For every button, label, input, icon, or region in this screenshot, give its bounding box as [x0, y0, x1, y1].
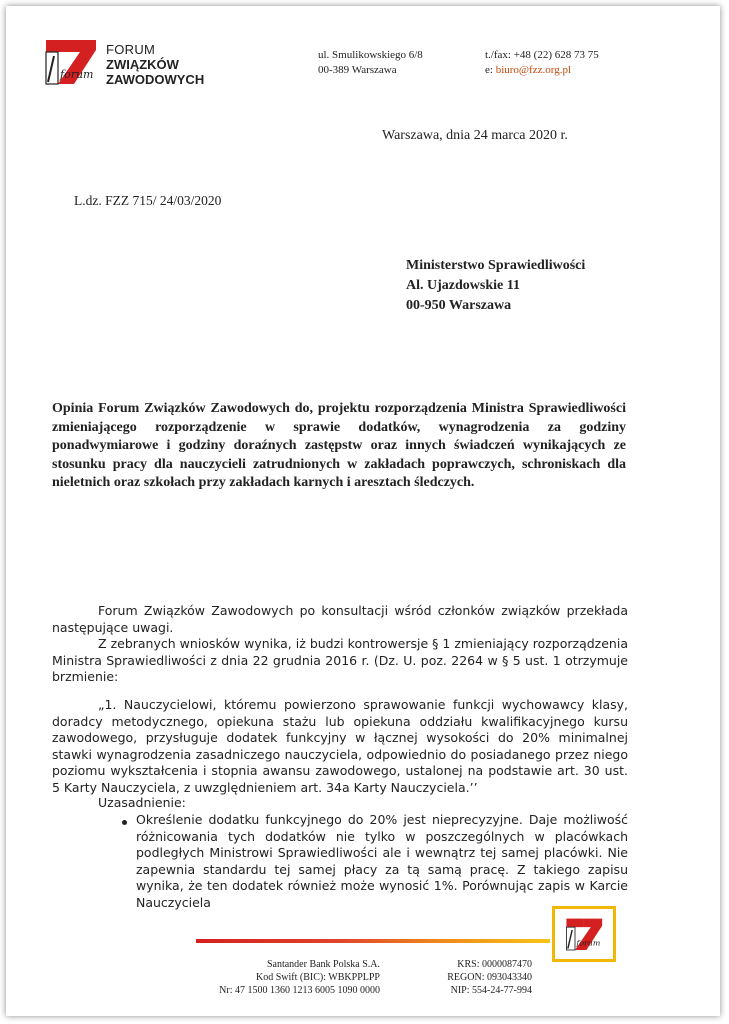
address-city: 00-389 Warszawa: [318, 64, 397, 76]
account-number: Nr: 47 1500 1360 1213 6005 1090 0000: [219, 985, 380, 996]
org-name-line3: ZAWODOWYCH: [106, 72, 205, 87]
phone-fax: t./fax: +48 (22) 628 73 75: [485, 49, 599, 61]
recipient-street: Al. Ujazdowskie 11: [406, 278, 520, 293]
paragraph-controversy: Z zebranych wniosków wynika, iż budzi kontrowersje § 1 zmieniający rozporządzenia Ministra Sprawiedliwości z dnia 22 grudnia 2016 r. (Dz. U. poz. 2264 w § 5 ust. 1 otrzymuje brzmienie:: [52, 636, 628, 684]
bullet-item: Określenie dodatku funkcyjnego do 20% jest nieprecyzyjne. Daje możliwość różnicowania tych dodatków nie tylko w poszczególnych w placówkach podległych Ministrowi Sprawiedliwości ale i wewnątrz tej samej placówki. Nie zapewnia standardu tej samej płacy za tą samą pracę. Z takiego zapisu wynika, że ten dodatek również może wynosić 1%. Porównując zapis w Karcie Nauczyciela: [136, 812, 628, 910]
paragraph-intro: Forum Związków Zawodowych po konsultacji wśród członków związków przekłada następujące uwagi.: [52, 603, 628, 635]
krs-number: KRS: 0000087470: [457, 959, 532, 970]
org-name-line1: FORUM: [106, 42, 156, 57]
regon-number: REGON: 093043340: [447, 972, 532, 983]
header-address: [318, 48, 423, 78]
bank-name: Santander Bank Polska S.A.: [266, 959, 380, 970]
recipient-name: Ministerstwo Sprawiedliwości: [406, 258, 586, 273]
recipient-city: 00-950 Warszawa: [406, 298, 512, 313]
nip-number: NIP: 554-24-77-994: [450, 985, 532, 996]
reference-number: L.dz. FZZ 715/ 24/03/2020: [74, 193, 222, 208]
footer-bank-info: [196, 958, 380, 997]
letter-page: [6, 6, 720, 1016]
email-prefix: e:: [485, 64, 496, 76]
org-name-line2: ZWIĄZKÓW: [106, 57, 179, 72]
organization-name: [106, 42, 204, 87]
bullet-icon: [122, 820, 127, 825]
email-link[interactable]: biuro@fzz.org.pl: [495, 64, 572, 76]
document-title: Opinia Forum Związków Zawodowych do, projektu rozporządzenia Ministra Sprawiedliwości zmieniającego rozporządzenie w sprawie dodatków, wynagrodzenia za godziny ponadwymiarowe i godziny doraźnych zastępstw oraz innych świadczeń wynikających ze stosunku pracy dla nauczycieli zatrudnionych w zakładach poprawczych, schroniskach dla nieletnich oraz szkołach przy zakładach karnych i aresztach śledczych.: [52, 401, 626, 490]
svg-text:forum: forum: [576, 938, 601, 948]
quoted-regulation: „1. Nauczycielowi, któremu powierzono sprawowanie funkcji wychowawcy klasy, doradcy metodycznego, opiekuna stażu lub opiekuna oddziału kwalifikacyjnego kursu zawodowego, przysługuje dodatek funkcyjny w łącznej wysokości do 20% minimalnej stawki wynagrodzenia zasadniczego nauczyciela, odpowiednio do posiadanego przez niego poziomu wykształcenia i stopnia awansu zawodowego, ustalonej na podstawie art. 30 ust. 5 Karty Nauczyciela, z uwzględnieniem art. 34a Karty Nauczyciela.’’: [52, 697, 628, 795]
header-contact: [485, 48, 599, 78]
address-street: ul. Smulikowskiego 6/8: [318, 49, 423, 61]
footer-logo-box: [552, 906, 616, 962]
footer-registry-info: [434, 958, 532, 997]
recipient-address: [406, 256, 585, 316]
swift-code: Kod Swift (BIC): WBKPPLPP: [255, 972, 380, 983]
fzz-logo: [44, 38, 100, 88]
justification-label: Uzasadnienie:: [98, 795, 186, 810]
svg-text:forum: forum: [60, 68, 94, 81]
email-line: [485, 63, 599, 78]
date-line: Warszawa, dnia 24 marca 2020 r.: [382, 128, 568, 143]
footer-divider: [196, 939, 550, 943]
footer-logo-icon: [565, 917, 605, 953]
